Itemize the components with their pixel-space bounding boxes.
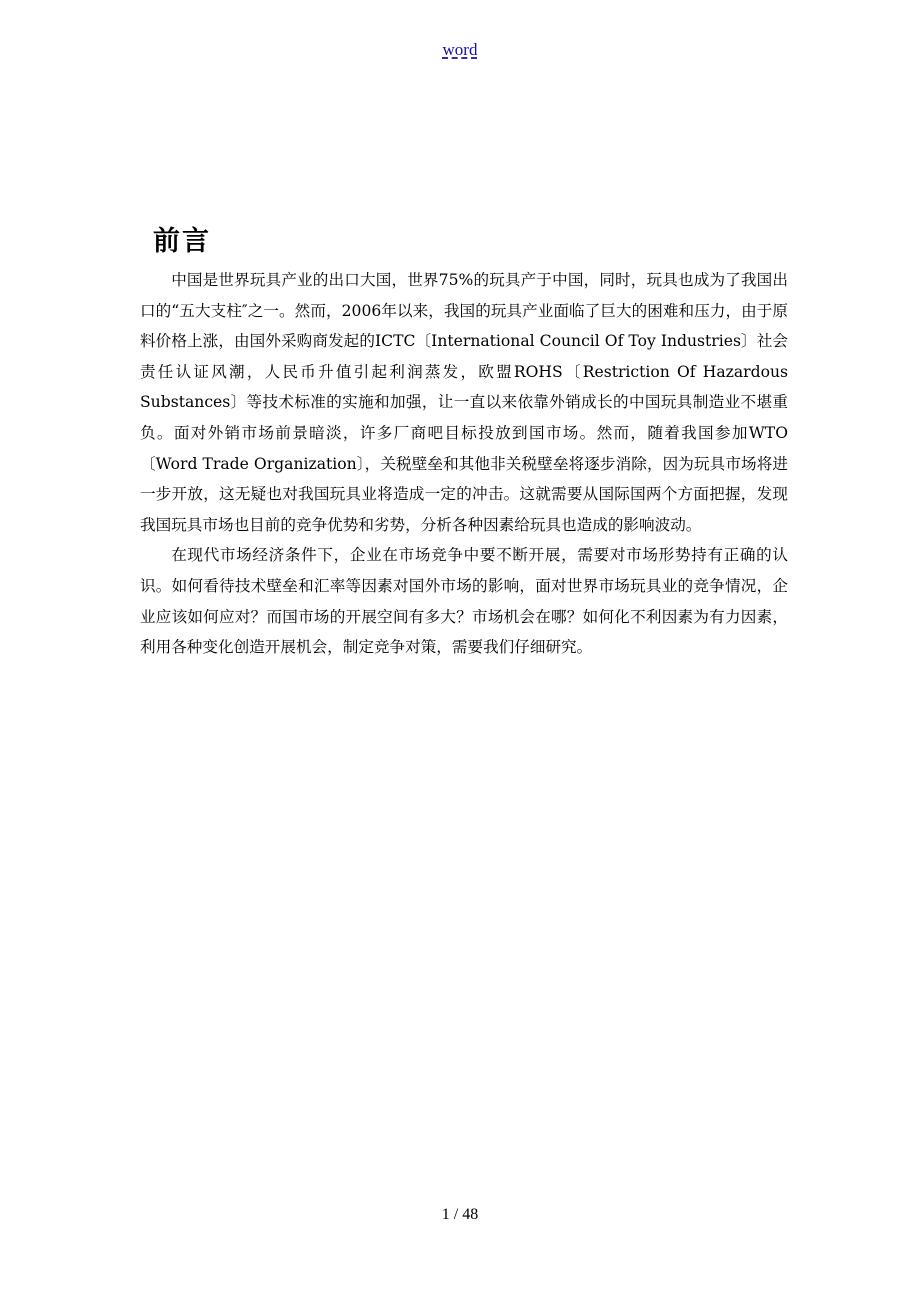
page-number: 1 / 48 [441, 1206, 479, 1223]
header-word-link[interactable]: word [442, 40, 478, 59]
section-heading: 前言 [153, 226, 211, 257]
paragraph-1: 中国是世界玩具产业的出口大国，世界75%的玩具产于中国，同时，玩具也成为了我国出口的“五大支柱″之一。然而，2006年以来，我国的玩具产业面临了巨大的困难和压力，由于原料价格上涨，由国外采购商发起的ICTC〔International Council Of Toy Industries〕社会责任认证风潮，人民币升值引起利润蒸发，欧盟ROHS〔Restriction Of Hazardous Substances〕等技术标准的实施和加强，让一直以来依靠外销成长的中国玩具制造业不堪重负。面对外销市场前景暗淡，许多厂商吧目标投放到国市场。然而，随着我国参加WTO〔Word Trade Organization〕，关税壁垒和其他非关税壁垒将逐步消除，因为玩具市场将进一步开放，这无疑也对我国玩具业将造成一定的冲击。这就需要从国际国两个方面把握，发现我国玩具市场也目前的竞争优势和劣势，分析各种因素给玩具也造成的影响波动。 [140, 271, 788, 534]
document-body [140, 265, 788, 663]
paragraph-2: 在现代市场经济条件下，企业在市场竞争中要不断开展，需要对市场形势持有正确的认识。如何看待技术壁垒和汇率等因素对国外市场的影响，面对世界市场玩具业的竞争情况，企业应该如何应对？而国市场的开展空间有多大？市场机会在哪？如何化不利因素为有力因素，利用各种变化创造开展机会，制定竞争对策，需要我们仔细研究。 [140, 546, 788, 657]
